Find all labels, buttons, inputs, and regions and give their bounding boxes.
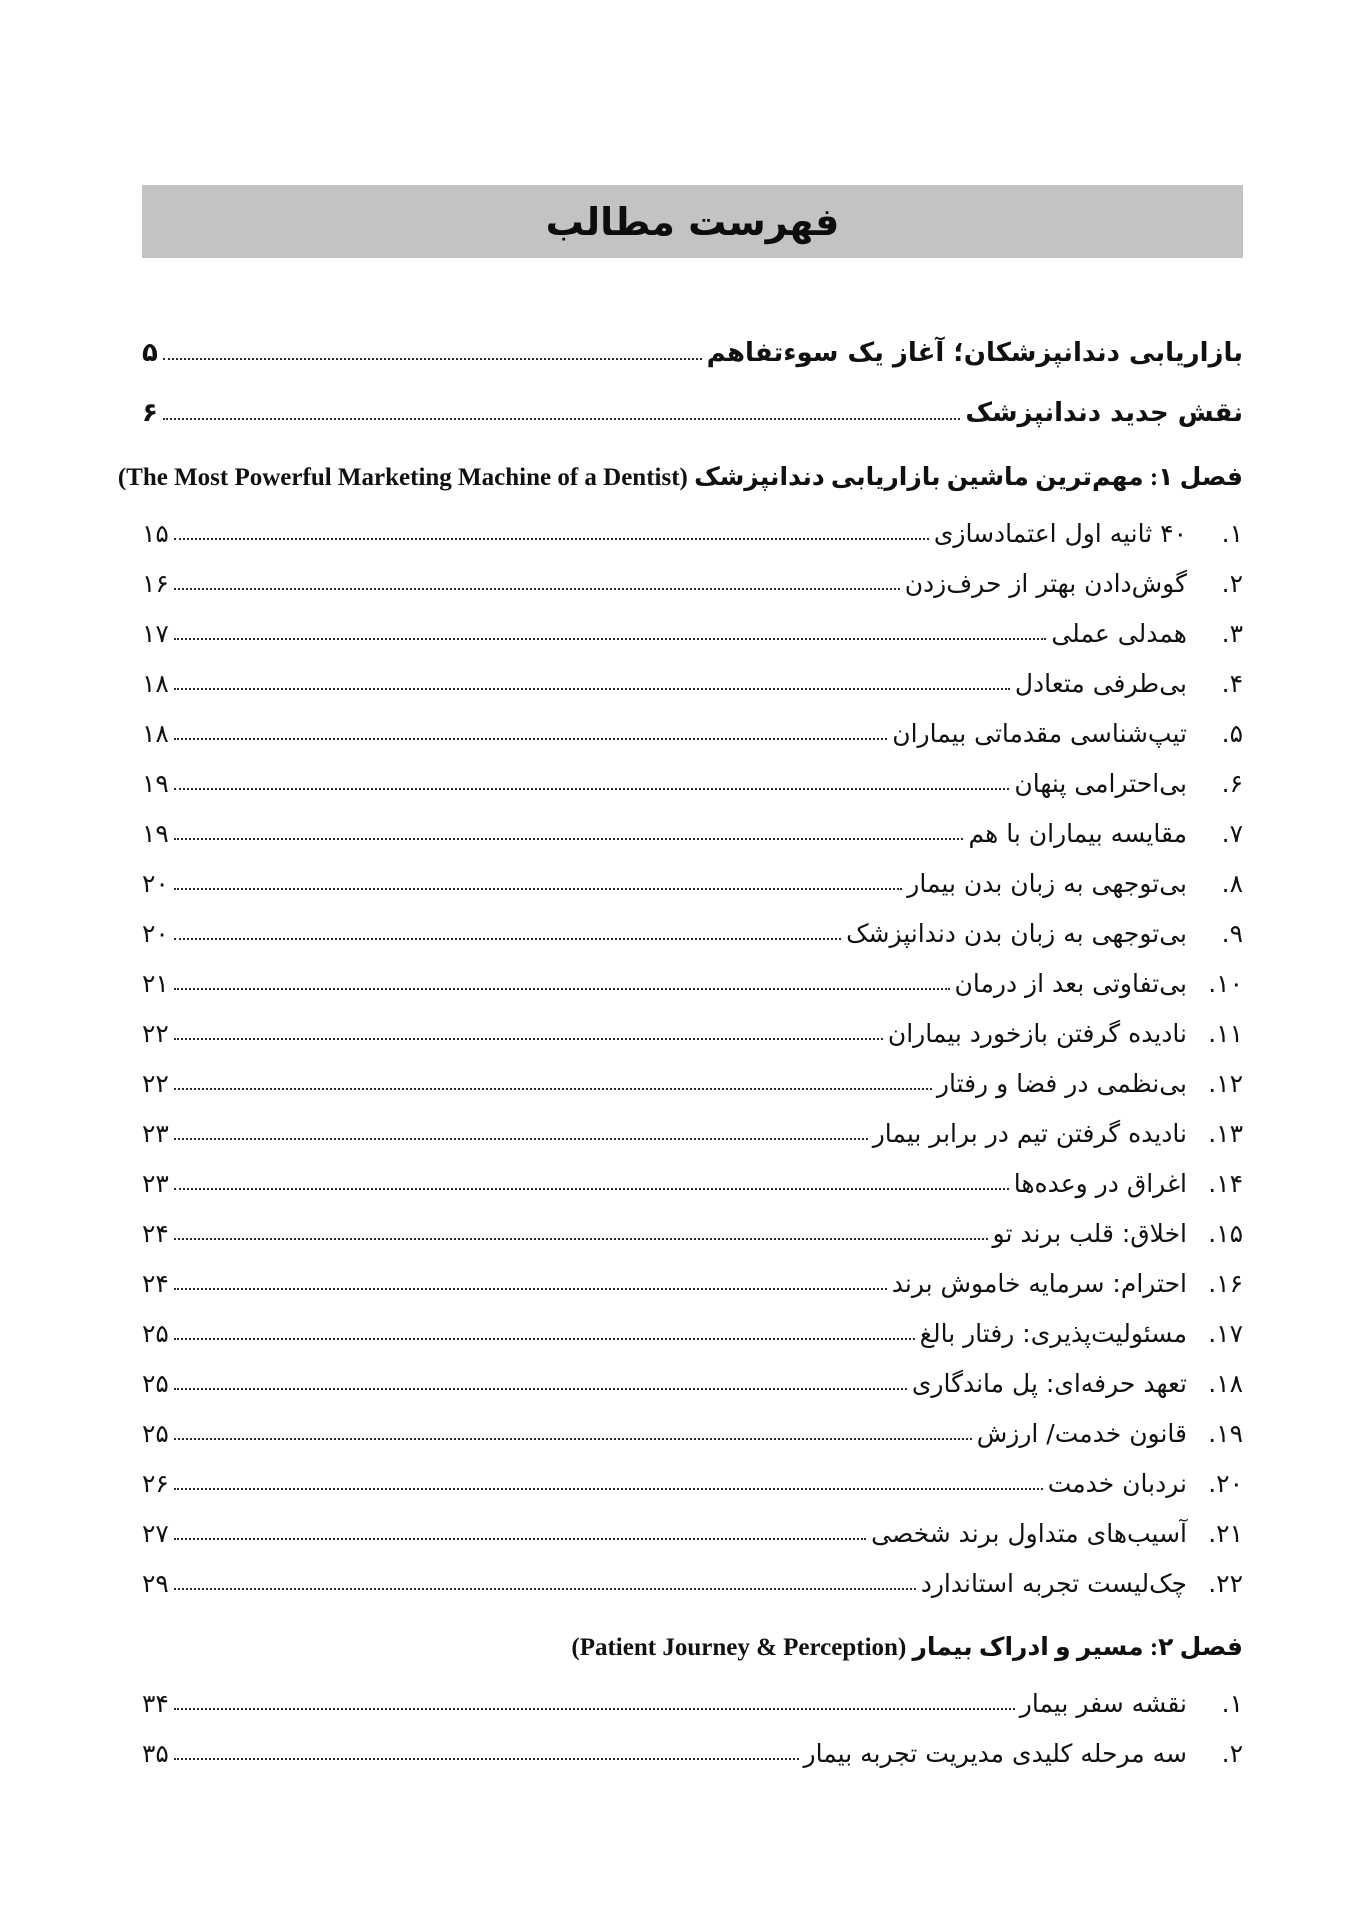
page-number: ۲۵: [142, 1419, 169, 1448]
toc-entry: [142, 1398, 1243, 1448]
entry-number: ۵.: [1221, 719, 1243, 748]
entry-title: نادیده گرفتن بازخورد بیماران: [887, 1019, 1187, 1048]
entry-number: ۱۸.: [1208, 1369, 1243, 1398]
page-number: ۱۶: [142, 569, 169, 598]
entry-number: ۱۷.: [1208, 1319, 1243, 1348]
entry-number: ۲۰.: [1208, 1469, 1243, 1498]
toc-rows: [117, 308, 1243, 1768]
entry-title: اخلاق: قلب برند تو: [992, 1219, 1187, 1248]
page-number: ۲۵: [142, 1369, 169, 1398]
entry-number: ۱۳.: [1208, 1119, 1243, 1148]
chapter-heading: فصل ۲: مسیر و ادراک بیمار (Patient Journey & Perception): [571, 1634, 1243, 1661]
toc-entry: [142, 848, 1243, 898]
dot-leader: [174, 888, 902, 890]
page-number: ۶: [142, 398, 158, 428]
toc-entry: [142, 998, 1243, 1048]
page-number: ۲۶: [142, 1469, 169, 1498]
dot-leader: [174, 738, 887, 740]
entry-title: نادیده گرفتن تیم در برابر بیمار: [872, 1119, 1187, 1148]
entry-title: نقش جدید دندانپزشک: [965, 398, 1243, 428]
entry-number: ۱۴.: [1208, 1169, 1243, 1198]
page-number: ۲۳: [142, 1169, 169, 1198]
entry-title: چک‌لیست تجربه استاندارد: [920, 1569, 1187, 1598]
entry-title: بی‌احترامی پنهان: [1014, 769, 1187, 798]
toc-header-banner: [142, 185, 1243, 258]
toc-entry: [142, 948, 1243, 998]
entry-title: قانون خدمت/ ارزش: [976, 1419, 1187, 1448]
dot-leader: [174, 588, 900, 590]
dot-leader: [174, 838, 964, 840]
entry-number: ۴.: [1221, 669, 1243, 698]
entry-title: نقشه سفر بیمار: [1019, 1689, 1187, 1718]
entry-number: ۱۱.: [1208, 1019, 1243, 1048]
dot-leader: [163, 358, 702, 360]
entry-title: تیپ‌شناسی مقدماتی بیماران: [892, 719, 1187, 748]
entry-title: نردبان خدمت: [1047, 1469, 1187, 1498]
dot-leader: [174, 1438, 972, 1440]
page-number: ۲۷: [142, 1519, 169, 1548]
dot-leader: [174, 1338, 915, 1340]
toc-entry: [142, 1348, 1243, 1398]
entry-title: مقایسه بیماران با هم: [968, 819, 1187, 848]
entry-number: ۱۹.: [1208, 1419, 1243, 1448]
page-number: ۲۳: [142, 1119, 169, 1148]
toc-entry: [142, 798, 1243, 848]
toc-entry: [142, 1198, 1243, 1248]
dot-leader: [174, 938, 841, 940]
page-number: ۱۸: [142, 719, 169, 748]
page-number: ۲۵: [142, 1319, 169, 1348]
toc-entry: [142, 1098, 1243, 1148]
entry-title: بی‌تفاوتی بعد از درمان: [954, 969, 1187, 998]
page-title: فهرست مطالب: [545, 199, 840, 244]
entry-title: بی‌توجهی به زبان بدن بیمار: [907, 869, 1187, 898]
entry-number: ۱۶.: [1208, 1269, 1243, 1298]
entry-number: ۶.: [1221, 769, 1243, 798]
entry-title: بازاریابی دندانپزشکان؛ آغاز یک سوءتفاهم: [706, 338, 1243, 368]
entry-title: احترام: سرمایه خاموش برند: [891, 1269, 1187, 1298]
entry-title: آسیب‌های متداول برند شخصی: [871, 1519, 1187, 1548]
dot-leader: [174, 1708, 1015, 1710]
dot-leader: [163, 418, 960, 420]
page-number: ۵: [142, 338, 158, 368]
page-number: ۲۱: [142, 969, 169, 998]
dot-leader: [174, 1238, 988, 1240]
entry-number: ۱.: [1221, 1689, 1243, 1718]
entry-title: بی‌طرفی متعادل: [1014, 669, 1187, 698]
page-number: ۲۰: [142, 869, 169, 898]
dot-leader: [174, 538, 929, 540]
toc-entry: [142, 1718, 1243, 1768]
toc-entry: [142, 498, 1243, 548]
dot-leader: [174, 1538, 866, 1540]
page-number: ۱۵: [142, 519, 169, 548]
entry-title: گوش‌دادن بهتر از حرف‌زدن: [904, 569, 1187, 598]
dot-leader: [174, 638, 1046, 640]
page-number: ۱۷: [142, 619, 169, 648]
page-number: ۲۴: [142, 1219, 169, 1248]
entry-number: ۲.: [1221, 1739, 1243, 1768]
toc-entry: [142, 1668, 1243, 1718]
dot-leader: [174, 1588, 916, 1590]
dot-leader: [174, 688, 1010, 690]
entry-title: تعهد حرفه‌ای: پل ماندگاری: [911, 1369, 1187, 1398]
entry-title: سه مرحله کلیدی مدیریت تجربه بیمار: [803, 1739, 1187, 1768]
entry-number: ۸.: [1221, 869, 1243, 898]
toc-entry: [142, 898, 1243, 948]
page-number: ۱۸: [142, 669, 169, 698]
entry-number: ۱۰.: [1208, 969, 1243, 998]
page-number: ۲۹: [142, 1569, 169, 1598]
toc-content: [117, 185, 1243, 1768]
entry-number: ۲۱.: [1208, 1519, 1243, 1548]
toc-entry: [142, 698, 1243, 748]
entry-title: بی‌نظمی در فضا و رفتار: [936, 1069, 1187, 1098]
page-number: ۳۵: [142, 1739, 169, 1768]
entry-title: همدلی عملی: [1051, 619, 1187, 648]
page-number: ۲۲: [142, 1069, 169, 1098]
toc-entry: [142, 548, 1243, 598]
dot-leader: [174, 788, 1009, 790]
toc-entry: [142, 1148, 1243, 1198]
entry-number: ۱۲.: [1208, 1069, 1243, 1098]
entry-number: ۲.: [1221, 569, 1243, 598]
entry-number: ۱.: [1221, 519, 1243, 548]
page-number: ۲۰: [142, 919, 169, 948]
dot-leader: [174, 1138, 868, 1140]
toc-entry: [142, 598, 1243, 648]
toc-entry: [142, 748, 1243, 798]
entry-number: ۷.: [1221, 819, 1243, 848]
dot-leader: [174, 988, 950, 990]
toc-entry: [142, 1298, 1243, 1348]
dot-leader: [174, 1288, 887, 1290]
entry-title: ۴۰ ثانیه اول اعتمادسازی: [933, 519, 1187, 548]
dot-leader: [174, 1758, 799, 1760]
toc-entry: [142, 1498, 1243, 1548]
entry-number: ۹.: [1221, 919, 1243, 948]
dot-leader: [174, 1488, 1043, 1490]
page-number: ۲۲: [142, 1019, 169, 1048]
toc-entry: [142, 1048, 1243, 1098]
entry-number: ۳.: [1221, 619, 1243, 648]
toc-entry: [142, 1448, 1243, 1498]
entry-number: ۱۵.: [1208, 1219, 1243, 1248]
entry-title: بی‌توجهی به زبان بدن دندانپزشک: [846, 919, 1187, 948]
entry-title: اغراق در وعده‌ها: [1013, 1169, 1187, 1198]
toc-entry: [142, 1248, 1243, 1298]
chapter-heading: فصل ۱: مهم‌ترین ماشین بازاریابی دندانپزشک (The Most Powerful Marketing Machine of a Dentist): [117, 464, 1243, 491]
dot-leader: [174, 1088, 932, 1090]
entry-number: ۲۲.: [1208, 1569, 1243, 1598]
toc-entry: [142, 368, 1243, 428]
page-number: ۱۹: [142, 819, 169, 848]
toc-entry: [142, 308, 1243, 368]
page-number: ۱۹: [142, 769, 169, 798]
dot-leader: [174, 1188, 1009, 1190]
toc-entry: [142, 1548, 1243, 1598]
dot-leader: [174, 1388, 907, 1390]
entry-title: مسئولیت‌پذیری: رفتار بالغ: [919, 1319, 1187, 1348]
page-number: ۳۴: [142, 1689, 169, 1718]
page-number: ۲۴: [142, 1269, 169, 1298]
toc-entry: [142, 648, 1243, 698]
dot-leader: [174, 1038, 883, 1040]
